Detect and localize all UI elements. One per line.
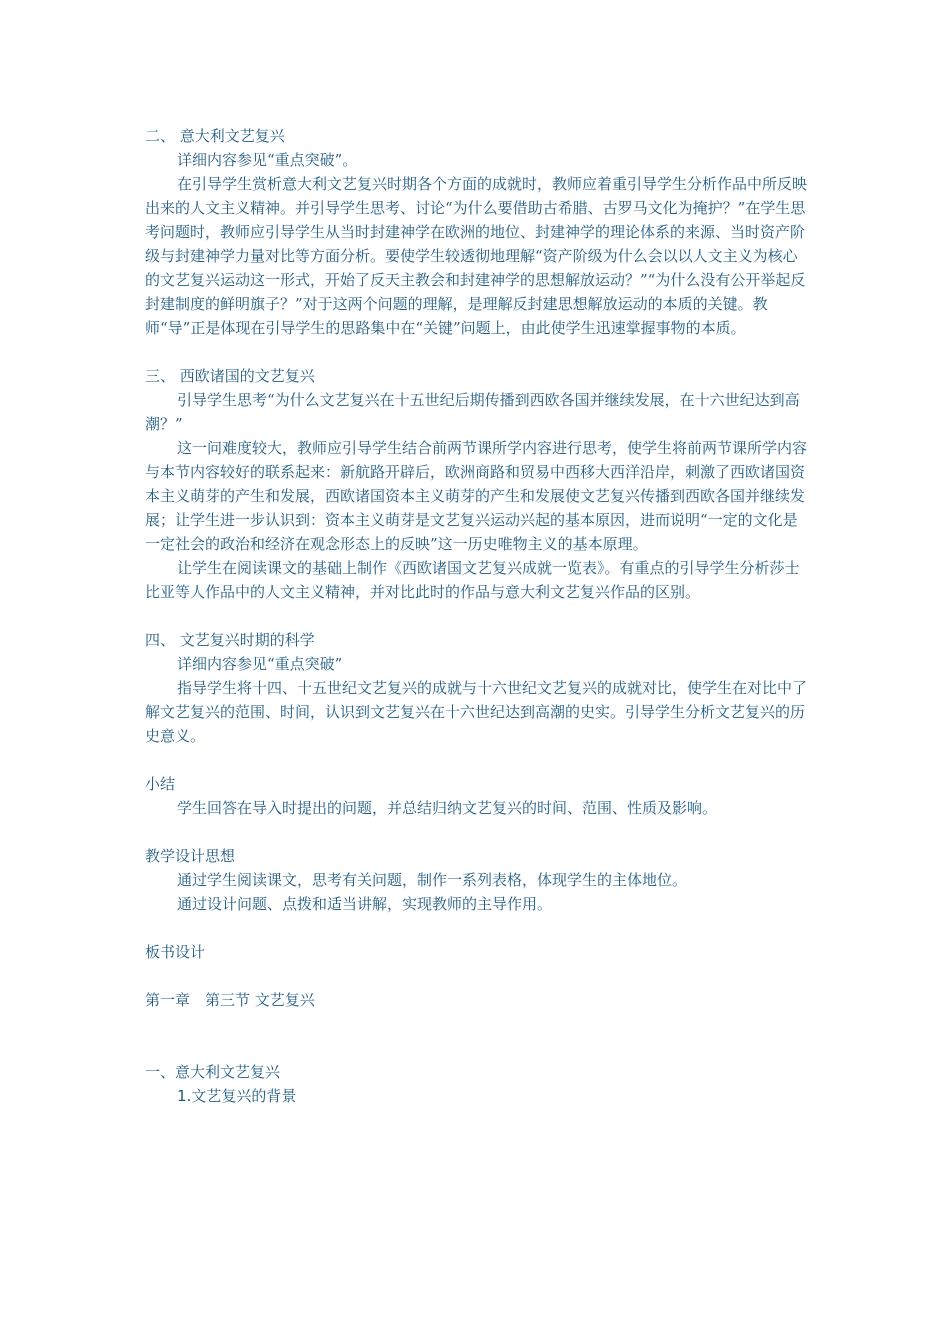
summary-para1: 学生回答在导入时提出的问题，并总结归纳文艺复兴的时间、范围、性质及影响。 <box>177 799 718 817</box>
board-subitem-1-text: 文艺复兴的背景 <box>191 1087 297 1105</box>
document-body <box>145 124 810 1108</box>
section2-para2: 在引导学生赏析意大利文艺复兴时期各个方面的成就时，教师应着重引导学生分析作品中所反映出来的人文主义精神。并引导学生思考、讨论“为什么要借助古希腊、古罗马文化为掩护？”在学生思考问题时，教师应引导学生从当时封建神学在欧洲的地位、封建神学的理论体系的来源、当时资产阶级与封建神学力量对比等方面分析。要使学生较透彻地理解“资产阶级为什么会以以人文主义为核心的文艺复兴运动这一形式，开始了反天主教会和封建神学的思想解放运动？”“为什么没有公开举起反封建制度的鲜明旗子？”对于这两个问题的理解，是理解反封建思想解放运动的本质的关键。教师“导”正是体现在引导学生的思路集中在“关键”问题上，由此使学生迅速掌握事物的本质。 <box>145 175 808 337</box>
section3-para3: 让学生在阅读课文的基础上制作《西欧诸国文艺复兴成就一览表》。有重点的引导学生分析莎士比亚等人作品中的人文主义精神，并对比此时的作品与意大利文艺复兴作品的区别。 <box>145 559 800 601</box>
board-subitem-1 <box>145 1084 810 1108</box>
section4-heading: 四、 文艺复兴时期的科学 <box>145 631 315 649</box>
board-item-1: 一、意大利文艺复兴 <box>145 1063 281 1081</box>
design-thought-heading: 教学设计思想 <box>145 847 236 865</box>
section3-para2: 这一问难度较大，教师应引导学生结合前两节课所学内容进行思考，使学生将前两节课所学内容与本节内容较好的联系起来：新航路开辟后，欧洲商路和贸易中西移大西洋沿岸，刺激了西欧诸国资本主义萌芽的产生和发展，西欧诸国资本主义萌芽的产生和发展使文艺复兴传播到西欧各国并继续发展；让学生进一步认识到：资本主义萌芽是文艺复兴运动兴起的基本原因，进而说明“一定的文化是一定社会的政治和经济在观念形态上的反映”这一历史唯物主义的基本原理。 <box>145 439 808 553</box>
summary-heading: 小结 <box>145 775 176 793</box>
design-thought-para2: 通过设计问题、点拨和适当讲解，实现教师的主导作用。 <box>177 895 553 913</box>
board-chapter-title: 第一章 第三节 文艺复兴 <box>145 991 315 1009</box>
section2-heading: 二、 意大利文艺复兴 <box>145 127 285 145</box>
board-subitem-1-number: 1. <box>177 1087 192 1105</box>
section2-para1: 详细内容参见“重点突破”。 <box>177 151 358 169</box>
section3-heading: 三、 西欧诸国的文艺复兴 <box>145 367 315 385</box>
design-thought-para1: 通过学生阅读课文，思考有关问题，制作一系列表格，体现学生的主体地位。 <box>177 871 688 889</box>
board-heading: 板书设计 <box>145 943 206 961</box>
section4-para1: 详细内容参见“重点突破” <box>177 655 343 673</box>
section4-para2: 指导学生将十四、十五世纪文艺复兴的成就与十六世纪文艺复兴的成就对比，使学生在对比中了解文艺复兴的范围、时间，认识到文艺复兴在十六世纪达到高潮的史实。引导学生分析文艺复兴的历史意义。 <box>145 679 808 745</box>
section3-para1: 引导学生思考“为什么文艺复兴在十五世纪后期传播到西欧各国并继续发展，在十六世纪达到高潮？” <box>145 391 800 433</box>
